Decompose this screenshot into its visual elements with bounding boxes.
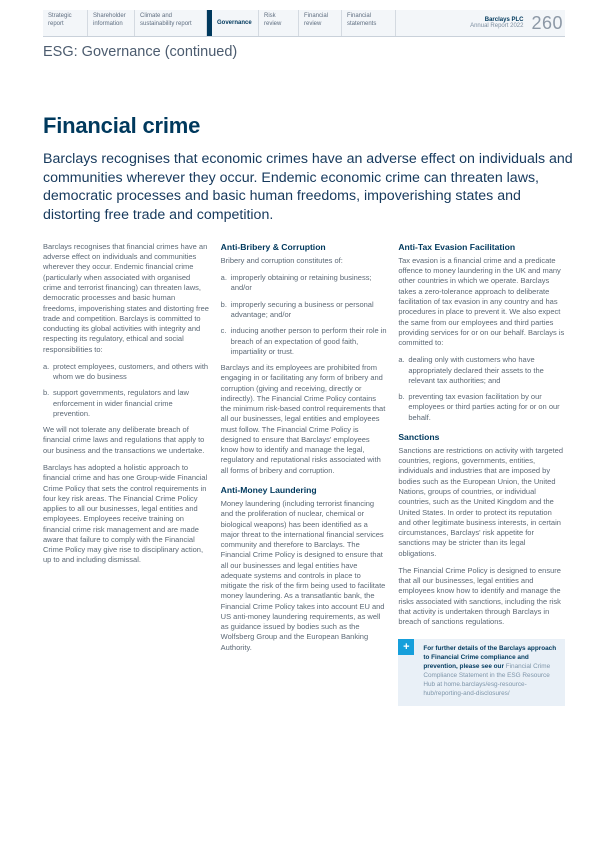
brand-block xyxy=(470,17,523,29)
list-marker: a. xyxy=(220,273,227,283)
esg-resource-hub-link[interactable]: home.barclays/esg-resource-hub/reporting-and-disclosures/ xyxy=(423,681,527,698)
text-column xyxy=(221,242,388,706)
page-number: 260 xyxy=(531,12,563,33)
lettered-list-item xyxy=(43,388,210,419)
brand-name: Barclays PLC xyxy=(484,17,524,23)
list-marker: b. xyxy=(398,392,405,402)
body-paragraph: Bribery and corruption constitutes of: xyxy=(220,255,343,265)
section-heading: Anti-Bribery & Corruption xyxy=(220,241,326,252)
section-heading: Anti-Tax Evasion Facilitation xyxy=(398,241,516,252)
list-item-text: dealing only with customers who have appropriately declared their assets to the relevant tax authorities; and xyxy=(408,355,544,385)
list-item-text: preventing tax evasion facilitation by our employees or third parties acting for or on our behalf. xyxy=(408,392,560,422)
page-title: Financial crime xyxy=(43,113,201,138)
tab-financial-statements[interactable]: Financial statements xyxy=(342,10,396,36)
list-item-text: protect employees, customers, and others with whom we do business xyxy=(53,361,209,382)
tab-strategic-report[interactable]: Strategic report xyxy=(43,10,88,36)
callout-text xyxy=(423,645,558,699)
callout-regular-text: Financial Crime Compliance Statement in the ESG Resource Hub at xyxy=(423,663,551,689)
plus-icon: + xyxy=(398,639,414,655)
lettered-list-item xyxy=(398,355,565,386)
list-marker: b. xyxy=(43,388,50,398)
body-paragraph: We will not tolerate any deliberate breach of financial crime laws and regulations that apply to our business and the transactions we undertake. xyxy=(43,425,205,455)
list-item-text: improperly securing a business or personal advantage; and/or xyxy=(230,299,374,319)
further-details-callout xyxy=(398,639,565,706)
tab-governance[interactable]: Governance xyxy=(207,10,259,36)
text-column xyxy=(43,242,210,706)
brand-subtitle: Annual Report 2022 xyxy=(470,23,524,29)
report-tabbar xyxy=(43,10,565,37)
body-paragraph: Sanctions are restrictions on activity with targeted countries, regions, governments, entities, individuals and industries that are imposed by bodies such as the European Union, the United Nations, groups of countries, or individual countries, such as the United Kingdom and the United States. In order to protect its reputation and other legitimate business interests, in certain circumstances, Barclays' risk appetite for sanctions may be stricter than its legal obligations. xyxy=(398,445,563,558)
tab-climate-and-sustainability-report[interactable]: Climate and sustainability report xyxy=(135,10,207,36)
lettered-list-item xyxy=(221,326,388,357)
section-breadcrumb: ESG: Governance (continued) xyxy=(43,44,238,60)
section-heading: Anti-Money Laundering xyxy=(220,484,317,495)
callout-bold-text: For further details of the Barclays approach to Financial Crime compliance and prevention, please see our xyxy=(423,645,557,671)
list-marker: c. xyxy=(220,326,227,336)
lettered-list-item xyxy=(221,300,388,321)
tab-shareholder-information[interactable]: Shareholder information xyxy=(88,10,135,36)
list-marker: a. xyxy=(43,361,50,371)
body-columns xyxy=(43,242,565,706)
body-paragraph: Barclays has adopted a holistic approach to financial crime and has one Group-wide Financial Crime Policy that sets the control requirements in four key risk areas. The Financial Crime Policy applies to all our businesses, legal entities and employees. Employees receive training on financial crime risk management and are made aware that failure to comply with the Financial Crime Policy may give rise to disciplinary action, up to and including dismissal. xyxy=(43,462,208,565)
text-column xyxy=(398,242,565,706)
header-right xyxy=(396,10,565,36)
section-heading: Sanctions xyxy=(398,431,440,442)
list-item-text: inducing another person to perform their role in breach of an expectation of good faith, impartiality or trust. xyxy=(230,326,387,356)
tab-financial-review[interactable]: Financial review xyxy=(299,10,342,36)
body-paragraph: Barclays recognises that financial crimes have an adverse effect on individuals and communities wherever they occur. Endemic financial crime (particularly when associated with organised crime and terrorist financing) can threaten laws, democratic processes and basic human freedoms, impoverishing states and distorting free trade and competition. Barclays is committed to conducting its global activities with integrity and respecting its regulatory, ethical and social responsibilities to: xyxy=(43,241,209,354)
body-paragraph: Tax evasion is a financial crime and a predicate offence to money laundering in the UK and many other countries in which we operate. Barclays takes a zero-tolerance approach to deliberate facilitation of tax evasion in any country and has procedures in place to prevent it. We also expect the same from our employees and third parties providing services for or on our behalf. Barclays is committed to: xyxy=(398,255,565,348)
body-paragraph: The Financial Crime Policy is designed to ensure that all our businesses, legal entities and employees know how to identify and manage the risks associated with sanctions, including the risk that activity is undertaken through Barclays in breach of sanctions regulations. xyxy=(398,565,561,627)
lettered-list-item xyxy=(398,392,565,423)
list-item-text: improperly obtaining or retaining business; and/or xyxy=(230,273,372,293)
list-item-text: support governments, regulators and law enforcement in wider financial crime prevention. xyxy=(53,388,189,418)
list-marker: b. xyxy=(220,299,227,309)
list-marker: a. xyxy=(398,355,405,365)
lettered-list-item xyxy=(221,273,388,294)
body-paragraph: Money laundering (including terrorist financing and the proliferation of nuclear, chemical or biological weapons) has been identified as a major threat to the international financial services community and therefore to Barclays. The Financial Crime Policy is designed to ensure that all our businesses and legal entities have adequate systems and controls in place to mitigate the risk of the firm being used to facilitate money laundering. As a transatlantic bank, the Financial Crime Policy takes into account EU and US anti-money laundering requirements, as well as guidance issued by bodies such as the Wolfsberg Group and the European Banking Authority. xyxy=(220,498,386,652)
intro-paragraph: Barclays recognises that economic crimes have an adverse effect on individuals and communities wherever they occur. Endemic economic crime can threaten laws, democratic processes and basic human freedoms, impoverishing states and distorting free trade and competition. xyxy=(43,151,573,224)
lettered-list-item xyxy=(43,362,210,383)
body-paragraph: Barclays and its employees are prohibited from engaging in or facilitating any form of bribery and corruption (giving and receiving, directly or indirectly). The Financial Crime Policy contains the minimum risk-based control requirements that all our businesses, legal entities and employees must follow. The Financial Crime Policy is designed to ensure that Barclays' employees know how to identify and manage the legal, regulatory and reputational risks associated with all forms of bribery and corruption. xyxy=(220,363,386,475)
tab-risk-review[interactable]: Risk review xyxy=(259,10,299,36)
